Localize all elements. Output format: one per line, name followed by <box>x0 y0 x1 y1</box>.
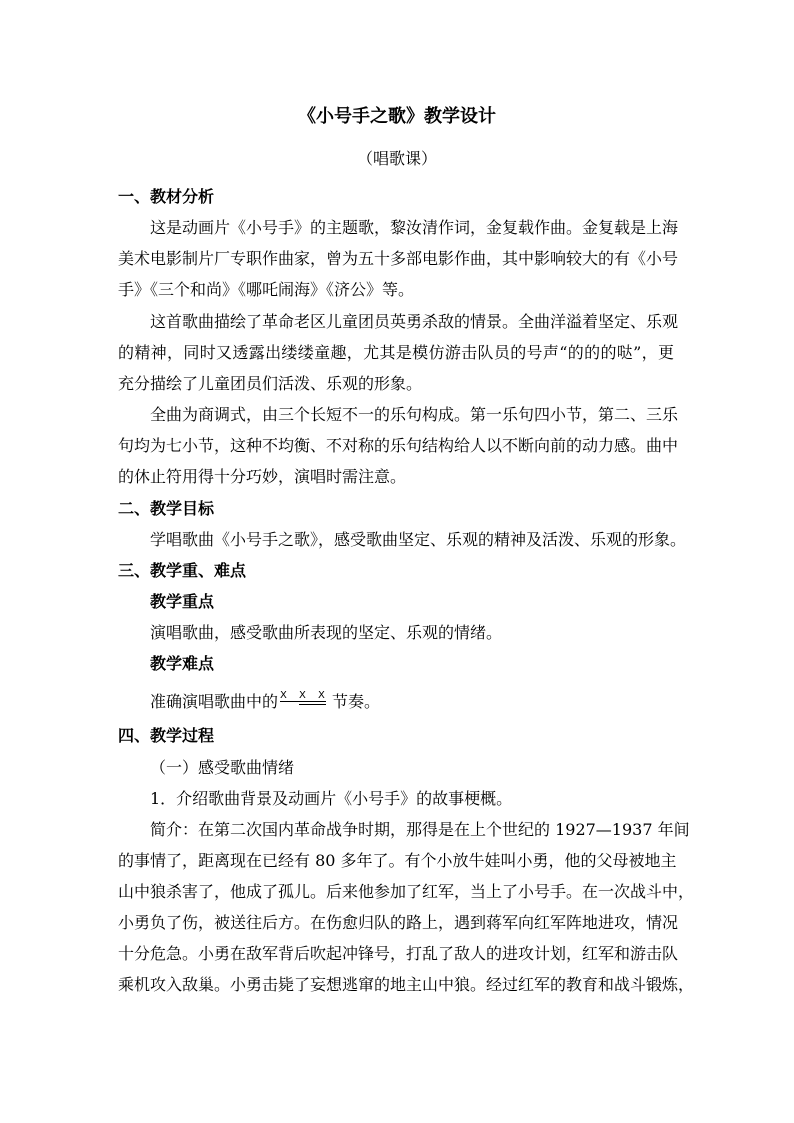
paragraph-line: 手》《三个和尚》《哪吒闹海》《济公》等。 <box>118 280 415 299</box>
rhythm-note: X <box>318 690 325 701</box>
paragraph-line: 这首歌曲描绘了革命老区儿童团员英勇杀敌的情景。全曲洋溢着坚定、乐观 <box>150 312 679 331</box>
section-heading-key-points: 三、教学重、难点 <box>118 561 247 580</box>
document-title: 《小号手之歌》教学设计 <box>298 106 496 127</box>
section-heading-objectives: 二、教学目标 <box>118 499 215 518</box>
rhythm-notation-graphic <box>279 689 331 709</box>
paragraph-line: 句均为七小节，这种不均衡、不对称的乐句结构给人以不断向前的动力感。曲中 <box>118 436 679 455</box>
paragraph-line: 美术电影制片厂专职作曲家，曾为五十多部电影作曲，其中影响较大的有《小号 <box>118 249 679 268</box>
document-subtitle: （唱歌课） <box>356 149 437 168</box>
section-heading-process: 四、教学过程 <box>118 726 215 745</box>
rhythm-note: X <box>280 690 287 701</box>
paragraph-line: 山中狼杀害了，他成了孤儿。后来他参加了红军，当上了小号手。在一次战斗中， <box>118 882 695 901</box>
paragraph-line-rhythm <box>150 689 706 714</box>
rhythm-note: X <box>299 690 306 701</box>
list-item: 1．介绍歌曲背景及动画片《小号手》的故事梗概。 <box>150 789 513 808</box>
paragraph-line: 的精神，同时又透露出缕缕童趣，尤其是模仿游击队员的号声“的的的哒”，更 <box>118 343 674 362</box>
paragraph-line: 演唱歌曲，感受歌曲所表现的坚定、乐观的情绪。 <box>150 623 503 642</box>
subheading-key-point: 教学重点 <box>150 592 215 611</box>
subsection-heading: （一）感受歌曲情绪 <box>150 758 295 777</box>
paragraph-line: 小勇负了伤，被送往后方。在伤愈归队的路上，遇到蒋军向红军阵地进攻，情况 <box>118 913 679 932</box>
paragraph-line: 学唱歌曲《小号手之歌》，感受歌曲坚定、乐观的精神及活泼、乐观的形象。 <box>150 530 687 549</box>
paragraph-line: 简介：在第二次国内革命战争时期，那得是在上个世纪的 1927—1937 年间 <box>150 820 690 839</box>
subheading-difficulty: 教学难点 <box>150 654 215 673</box>
rhythm-text-before: 准确演唱歌曲中的 <box>150 692 279 711</box>
rhythm-notation <box>279 689 331 709</box>
paragraph-line: 这是动画片《小号手》的主题歌，黎汝清作词，金复载作曲。金复载是上海 <box>150 218 679 237</box>
paragraph-line: 充分描绘了儿童团员们活泼、乐观的形象。 <box>118 374 423 393</box>
paragraph-line: 乘机攻入敌巢。小勇击毙了妄想逃窜的地主山中狼。经过红军的教育和战斗锻炼， <box>118 975 695 994</box>
rhythm-text-after: 节奏。 <box>332 692 381 711</box>
paragraph-line: 全曲为商调式，由三个长短不一的乐句构成。第一乐句四小节，第二、三乐 <box>150 405 679 424</box>
section-heading-materials: 一、教材分析 <box>118 187 215 206</box>
paragraph-line: 十分危急。小勇在敌军背后吹起冲锋号，打乱了敌人的进攻计划，红军和游击队 <box>118 944 679 963</box>
paragraph-line: 的休止符用得十分巧妙，演唱时需注意。 <box>118 467 407 486</box>
paragraph-line: 的事情了，距离现在已经有 80 多年了。有个小放牛娃叫小勇，他的父母被地主 <box>118 851 677 870</box>
